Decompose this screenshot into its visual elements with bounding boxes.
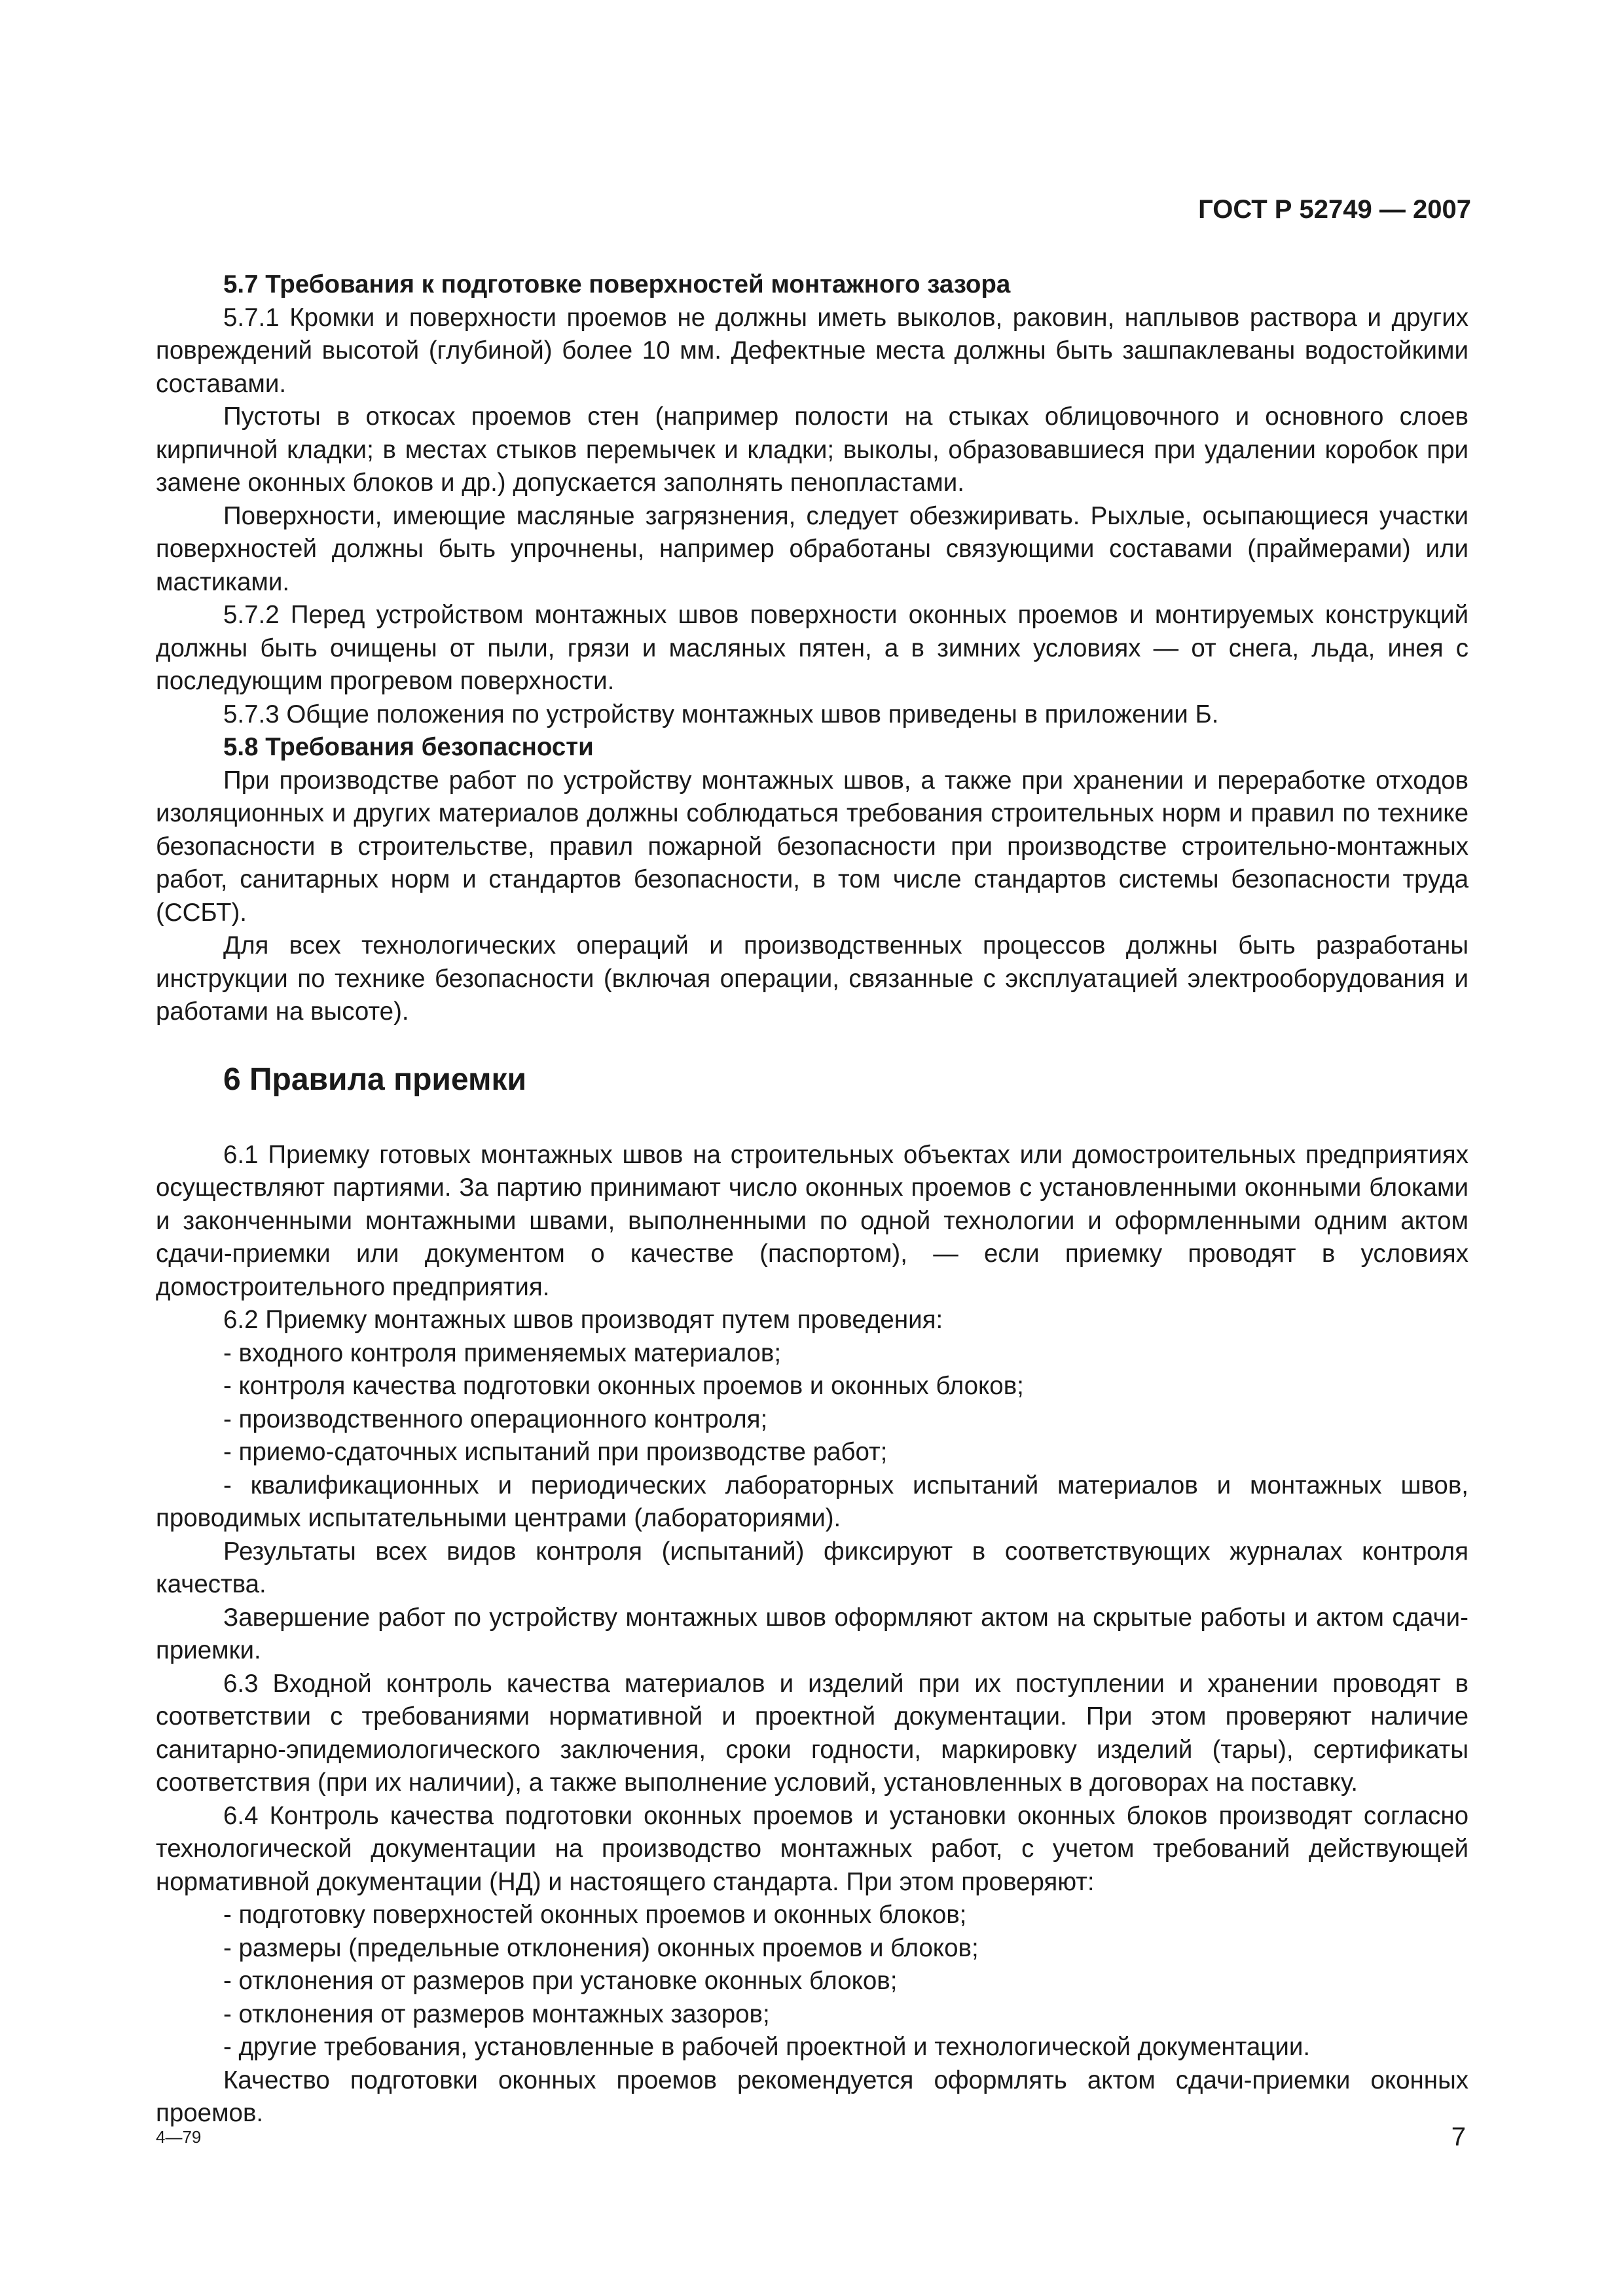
list-item-6-2: - приемо-сдаточных испытаний при производстве работ; [223,1438,888,1466]
list-item-6-2: - квалификационных и периодических лабораторных испытаний материалов и монтажных швов, проводимых испытательными центрами (лабораториями). [156,1471,1468,1532]
list-item-6-2: - производственного операционного контроля; [223,1405,768,1433]
paragraph-6-1: 6.1 Приемку готовых монтажных швов на строительных объектах или домостроительных предприятиях осуществляют партиями. За партию принимают число оконных проемов с установленными оконными блоками и законченными монтажными швами, выполненными по одной технологии и оформленными одним актом сдачи-приемки или документом о качестве (паспортом), — если приемку проводят в условиях домостроительного предприятия. [156,1140,1468,1301]
heading-spacer [156,1100,1468,1139]
paragraph-6-2: 6.2 Приемку монтажных швов производят путем проведения: [223,1306,943,1334]
paragraph-6-3: 6.3 Входной контроль качества материалов и изделий при их поступлении и хранении проводят в соответствии с требованиями нормативной и проектной документации. При этом проверяют наличие санитарно-эпидемиологического заключения, сроки годности, маркировку изделий (тары), сертификаты соответствия (при их наличии), а также выполнение условий, установленных в договорах на поставку. [156,1669,1468,1797]
paragraph-6-4-act: Качество подготовки оконных проемов рекомендуется оформлять актом сдачи-приемки оконных проемов. [156,2066,1468,2127]
document-body [156,268,1468,2130]
page-number: 7 [1451,2123,1466,2151]
paragraph-6-2-completion: Завершение работ по устройству монтажных швов оформляют актом на скрытые работы и актом сдачи-приемки. [156,1603,1468,1664]
paragraph-6-4: 6.4 Контроль качества подготовки оконных проемов и установки оконных блоков производят согласно технологической документации на производство монтажных работ, с учетом требований действующей нормативной документации (НД) и настоящего стандарта. При этом проверяют: [156,1801,1468,1896]
list-item-6-4: - отклонения от размеров монтажных зазоров; [223,2000,770,2028]
list-item-6-4: - отклонения от размеров при установке оконных блоков; [223,1967,898,1995]
paragraph-5-7-1-voids: Пустоты в откосах проемов стен (например полости на стыках облицовочного и основного слоев кирпичной кладки; в местах стыков перемычек и кладки; выколы, образовавшиеся при удалении коробок при замене оконных блоков и др.) допускается заполнять пенопластами. [156,403,1468,497]
section-6-heading: 6 Правила приемки [223,1062,527,1097]
paragraph-5-7-1: 5.7.1 Кромки и поверхности проемов не должны иметь выколов, раковин, наплывов раствора и других повреждений высотой (глубиной) более 10 мм. Дефектные места должны быть зашпаклеваны водостойкими составами. [156,303,1468,398]
list-item-6-4: - подготовку поверхностей оконных проемов и оконных блоков; [223,1901,967,1929]
section-5-8-title: 5.8 Требования безопасности [223,733,594,761]
paragraph-6-2-results: Результаты всех видов контроля (испытаний) фиксируют в соответствующих журналах контроля качества. [156,1537,1468,1598]
paragraph-5-8-requirements: При производстве работ по устройству монтажных швов, а также при хранении и переработке отходов изоляционных и других материалов должны соблюдаться требования строительных норм и правил по технике безопасности в строительстве, правил пожарной безопасности при производстве строительно-монтажных работ, санитарных норм и стандартов безопасности, в том числе стандартов системы безопасности труда (ССБТ). [156,766,1468,927]
section-5-7-title: 5.7 Требования к подготовке поверхностей монтажного зазора [223,270,1011,298]
paragraph-5-8-instructions: Для всех технологических операций и производственных процессов должны быть разработаны инструкции по технике безопасности (включая операции, связанные с эксплуатацией электрооборудования и работами на высоте). [156,931,1468,1026]
list-item-6-2: - входного контроля применяемых материалов; [223,1338,782,1367]
list-item-6-2: - контроля качества подготовки оконных проемов и оконных блоков; [223,1372,1024,1400]
paragraph-5-7-3: 5.7.3 Общие положения по устройству монтажных швов приведены в приложении Б. [223,700,1219,728]
paragraph-5-7-2: 5.7.2 Перед устройством монтажных швов поверхности оконных проемов и монтируемых конструкций должны быть очищены от пыли, грязи и масляных пятен, а в зимних условиях — от снега, льда, инея с последующим прогревом поверхности. [156,601,1468,695]
list-item-6-4: - размеры (предельные отклонения) оконных проемов и блоков; [223,1933,979,1962]
list-item-6-4: - другие требования, установленные в рабочей проектной и технологической документации. [223,2033,1311,2061]
paragraph-5-7-1-surfaces: Поверхности, имеющие масляные загрязнения, следует обезжиривать. Рыхлые, осыпающиеся участки поверхностей должны быть упрочнены, например обработаны связующими составами (праймерами) или мастиками. [156,501,1468,596]
document-code-header: ГОСТ Р 52749 — 2007 [1198,195,1471,224]
print-code: 4—79 [156,2127,202,2147]
